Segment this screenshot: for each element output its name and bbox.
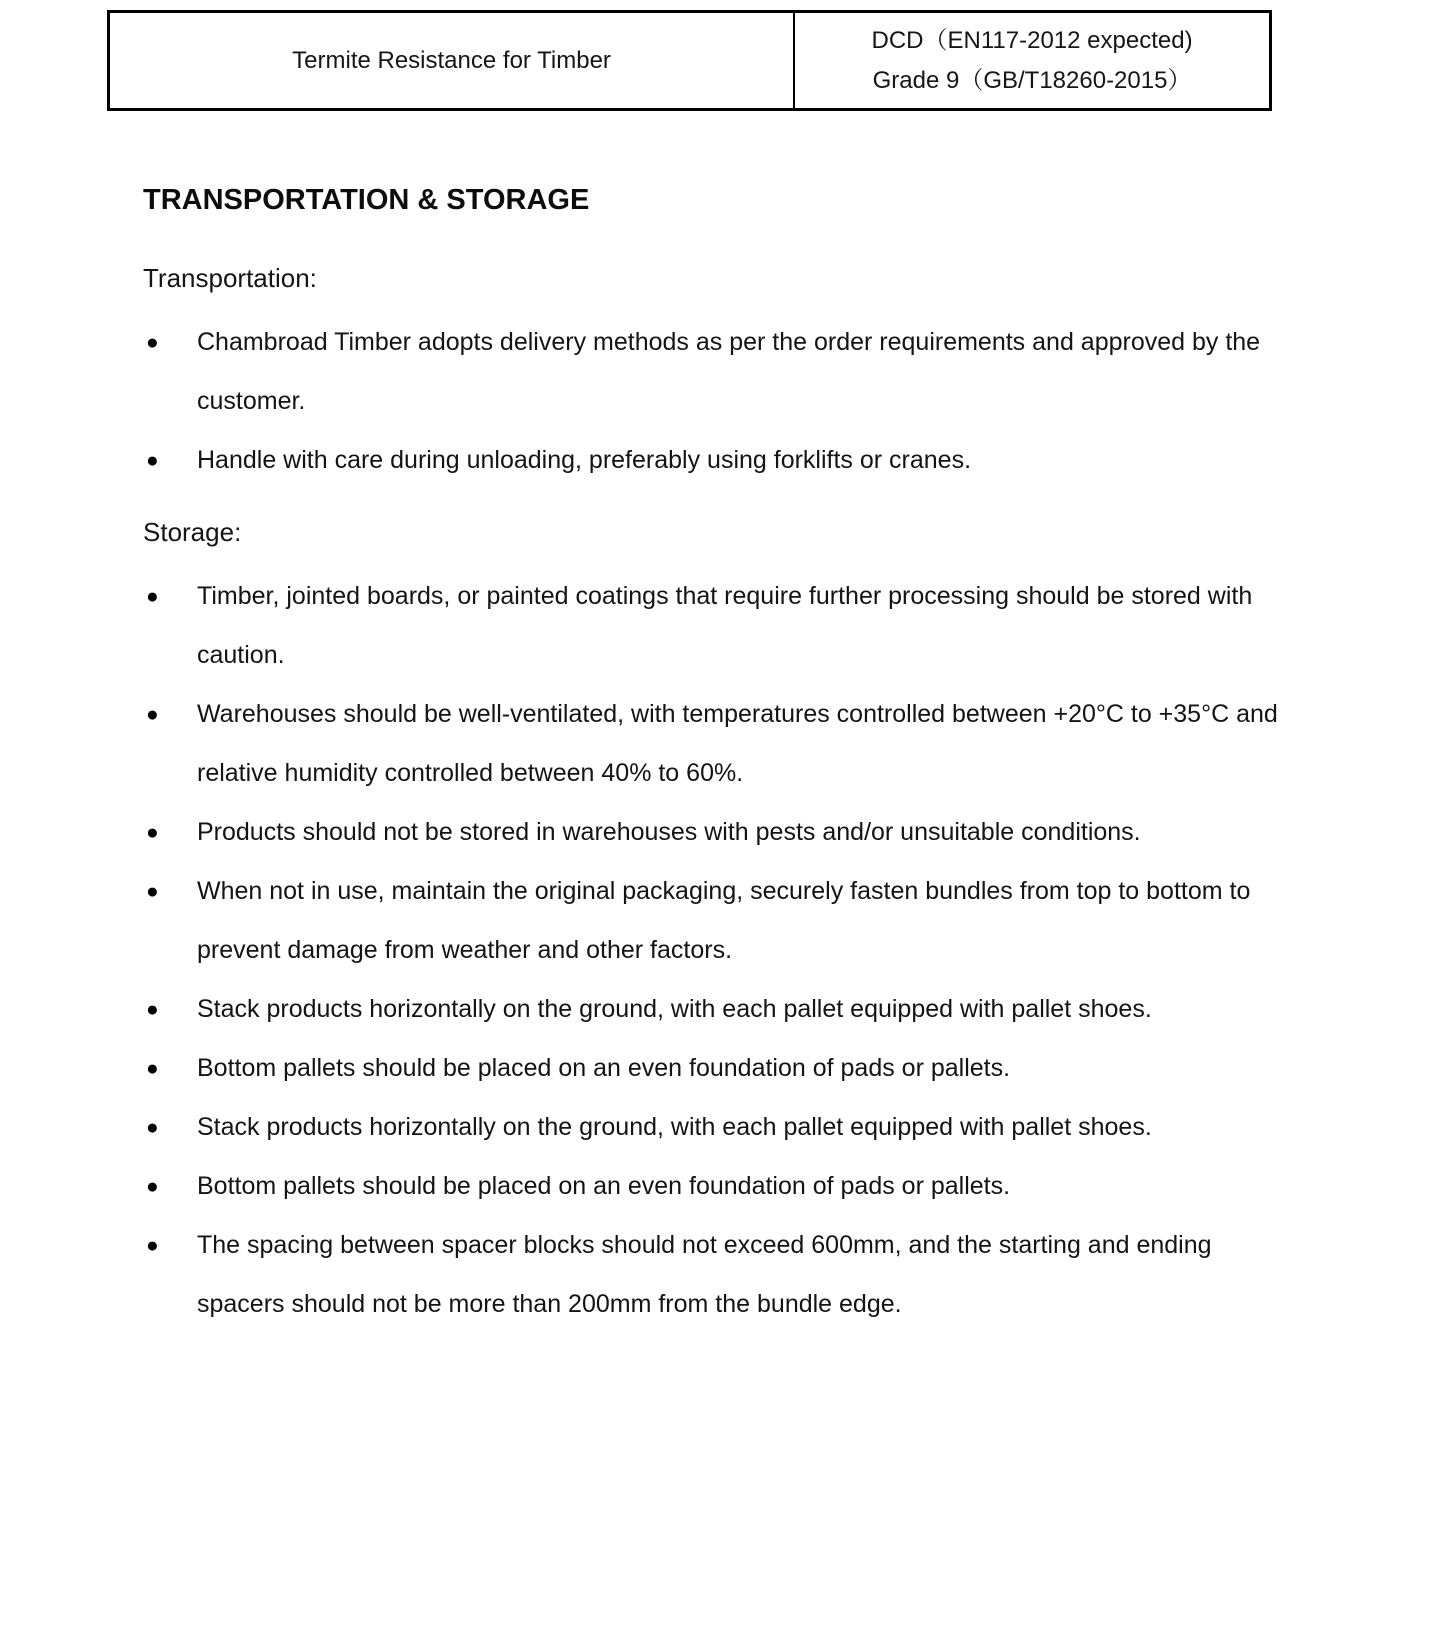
bullet-icon: ● [146, 702, 159, 726]
list-item [143, 1157, 1302, 1216]
bullet-icon: ● [146, 1174, 159, 1198]
bullet-text: Handle with care during unloading, preferably using forklifts or cranes. [197, 445, 972, 474]
standard-line-1: DCD（EN117-2012 expected) [871, 26, 1193, 54]
bullet-text: Chambroad Timber adopts delivery methods as per the order requirements and approved by the customer. [197, 327, 1261, 415]
bullet-text: Bottom pallets should be placed on an even foundation of pads or pallets. [197, 1171, 1011, 1200]
bullet-icon: ● [146, 330, 159, 354]
bullet-icon: ● [146, 997, 159, 1021]
header-grade-cell [794, 12, 1270, 110]
document-page [0, 10, 1440, 1646]
bullet-icon: ● [146, 584, 159, 608]
bullet-text: Stack products horizontally on the ground, with each pallet equipped with pallet shoes. [197, 1112, 1152, 1141]
list-item [143, 803, 1302, 862]
header-title-cell [109, 12, 795, 110]
document-body [0, 183, 1440, 1334]
bullet-icon: ● [146, 1115, 159, 1139]
bullet-icon: ● [146, 1056, 159, 1080]
bullet-icon: ● [146, 820, 159, 844]
list-item [143, 685, 1302, 803]
header-table [107, 10, 1272, 111]
list-item [143, 980, 1302, 1039]
list-item [143, 313, 1302, 431]
storage-list [143, 567, 1302, 1334]
bullet-icon: ● [146, 879, 159, 903]
bullet-text: Bottom pallets should be placed on an even foundation of pads or pallets. [197, 1053, 1011, 1082]
bullet-text: Warehouses should be well-ventilated, with temperatures controlled between +20°C to +35°C and relative humidity controlled between 40% to 60%. [197, 699, 1278, 787]
list-item [143, 431, 1302, 490]
list-item [143, 1098, 1302, 1157]
standard-line-2: Grade 9（GB/T18260-2015） [872, 66, 1192, 94]
transportation-label: Transportation: [143, 262, 317, 293]
header-row [109, 12, 1271, 110]
list-item [143, 1216, 1302, 1334]
bullet-text: Timber, jointed boards, or painted coatings that require further processing should be stored with caution. [197, 581, 1253, 669]
transportation-list [143, 313, 1302, 490]
section-title: TRANSPORTATION & STORAGE [143, 184, 590, 216]
bullet-text: When not in use, maintain the original packaging, securely fasten bundles from top to bottom to prevent damage from weather and other factors. [197, 876, 1251, 964]
bullet-text: Products should not be stored in warehouses with pests and/or unsuitable conditions. [197, 817, 1141, 846]
bullet-icon: ● [146, 448, 159, 472]
list-item [143, 567, 1302, 685]
document-title: Termite Resistance for Timber [292, 46, 611, 74]
bullet-icon: ● [146, 1233, 159, 1257]
list-item [143, 1039, 1302, 1098]
bullet-text: Stack products horizontally on the ground, with each pallet equipped with pallet shoes. [197, 994, 1152, 1023]
list-item [143, 862, 1302, 980]
storage-label: Storage: [143, 516, 242, 547]
bullet-text: The spacing between spacer blocks should not exceed 600mm, and the starting and ending spacers should not be more than 200mm from the bundle edge. [197, 1230, 1212, 1318]
